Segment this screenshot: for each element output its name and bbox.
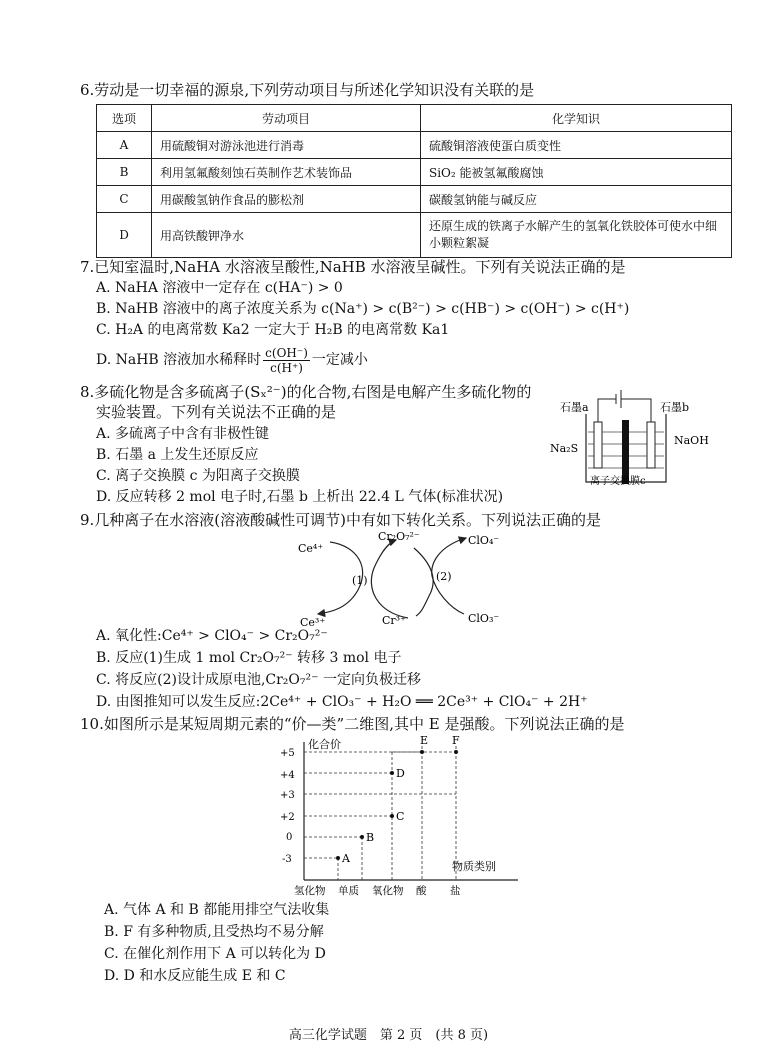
q8-option-c: C. 离子交换膜 c 为阳离子交换膜 (96, 468, 300, 484)
point-a (336, 856, 340, 860)
reaction-1-arrow-right (371, 540, 408, 618)
reaction-2-label: (2) (436, 570, 452, 583)
q6-table (96, 104, 732, 258)
point-e (420, 750, 424, 754)
q9-option-a: A. 氧化性:Ce⁴⁺ > ClO₄⁻ > Cr₂O₇²⁻ (96, 628, 328, 644)
table-cell: 碳酸氢钠能与碱反应 (421, 186, 732, 213)
y-tick: -3 (282, 854, 292, 865)
y-tick: +5 (280, 748, 295, 759)
membrane-label: 离子交换膜c (590, 476, 646, 487)
point-d (390, 771, 394, 775)
ion-conversion-diagram (290, 528, 530, 632)
point-d-label: D (396, 767, 405, 780)
x-category: 酸 (416, 885, 427, 897)
q6-stem: 6.劳动是一切幸福的源泉,下列劳动项目与所述化学知识没有关联的是 (80, 81, 535, 99)
y-tick: 0 (286, 832, 293, 843)
table-cell: 用碳酸氢钠作食品的膨松剂 (152, 186, 421, 213)
wire (598, 399, 616, 424)
q7-option-d-prefix: D. NaHB 溶液加水稀释时 (96, 352, 262, 368)
table-row (97, 186, 732, 213)
graphite-electrode-b (647, 422, 655, 468)
table-cell: C (97, 186, 152, 213)
clo3-label: ClO₃⁻ (468, 612, 500, 625)
table-row (97, 132, 732, 159)
q10-option-d: D. D 和水反应能生成 E 和 C (104, 968, 286, 984)
y-tick: +3 (280, 790, 295, 801)
y-tick: +2 (280, 812, 295, 823)
fraction-numerator: c(OH⁻) (265, 345, 308, 360)
naoh-label: NaOH (674, 434, 709, 447)
table-header-row (97, 105, 732, 132)
arrow-head (460, 538, 466, 540)
q7-option-a: A. NaHA 溶液中一定存在 c(HA⁻) > 0 (96, 280, 343, 296)
table-cell: 用硫酸铜对游泳池进行消毒 (152, 132, 421, 159)
cr2o7-label: Cr₂O₇²⁻ (378, 530, 420, 543)
electrode-b-label: 石墨b (660, 401, 690, 414)
table-header: 选项 (97, 105, 152, 132)
x-axis-label: 物质类别 (452, 860, 496, 873)
q9-option-d: D. 由图推知可以发生反应:2Ce⁴⁺ + ClO₃⁻ + H₂O ══ 2Ce³⁺ + ClO₄⁻ + 2H⁺ (96, 694, 588, 710)
q10-option-b: B. F 有多种物质,且受热均不易分解 (104, 924, 324, 940)
q7-stem: 7.已知室温时,NaHA 水溶液呈酸性,NaHB 水溶液呈碱性。下列有关说法正确的是 (80, 258, 626, 276)
q7-option-d (96, 343, 368, 377)
table-header: 化学知识 (421, 105, 732, 132)
q8-stem-line1: 8.多硫化物是含多硫离子(Sₓ²⁻)的化合物,右图是电解产生多硫化物的 (80, 383, 532, 401)
q8-option-a: A. 多硫离子中含有非极性键 (96, 426, 270, 442)
q10-stem: 10.如图所示是某短周期元素的“价—类”二维图,其中 E 是强酸。下列说法正确的是 (80, 715, 625, 733)
table-cell: 利用氢氟酸刻蚀石英制作艺术装饰品 (152, 159, 421, 186)
graphite-electrode-a (594, 422, 602, 468)
y-tick: +4 (280, 770, 295, 781)
clo4-label: ClO₄⁻ (468, 534, 500, 547)
ion-exchange-membrane (622, 420, 629, 484)
q8-option-b: B. 石墨 a 上发生还原反应 (96, 447, 259, 463)
x-category: 氢化物 (294, 885, 326, 897)
table-row (97, 159, 732, 186)
ce3-label: Ce³⁺ (300, 616, 326, 629)
q7-option-c: C. H₂A 的电离常数 Ka2 一定大于 H₂B 的电离常数 Ka1 (96, 322, 450, 338)
table-header: 劳动项目 (152, 105, 421, 132)
table-cell: 还原生成的铁离子水解产生的氢氧化铁胶体可使水中细小颗粒絮凝 (421, 213, 732, 258)
point-c (390, 814, 394, 818)
q7-option-b: B. NaHB 溶液中的离子浓度关系为 c(Na⁺) > c(B²⁻) > c(HB⁻) > c(OH⁻) > c(H⁺) (96, 301, 630, 317)
q8-option-d: D. 反应转移 2 mol 电子时,石墨 b 上析出 22.4 L 气体(标准状况) (96, 489, 504, 505)
q10-option-c: C. 在催化剂作用下 A 可以转化为 D (104, 946, 326, 962)
point-a-label: A (342, 852, 350, 865)
table-cell: D (97, 213, 152, 258)
reaction-1-label: (1) (352, 574, 368, 587)
x-category: 单质 (338, 885, 359, 897)
electrolysis-apparatus-diagram (548, 384, 728, 490)
q9-option-b: B. 反应(1)生成 1 mol Cr₂O₇²⁻ 转移 3 mol 电子 (96, 650, 402, 666)
page-footer: 高三化学试题 第 2 页 (共 8 页) (288, 1028, 489, 1043)
table-row (97, 213, 732, 258)
table-cell: SiO₂ 能被氢氟酸腐蚀 (421, 159, 732, 186)
valence-class-chart (272, 734, 532, 900)
reaction-2-arrow-left (414, 548, 433, 616)
table-cell: 用高铁酸钾净水 (152, 213, 421, 258)
na2s-label: Na₂S (550, 442, 579, 455)
q10-option-a: A. 气体 A 和 B 都能用排空气法收集 (104, 902, 330, 918)
x-category: 氧化物 (372, 885, 404, 897)
point-b (360, 835, 364, 839)
x-category: 盐 (450, 885, 461, 897)
q9-stem: 9.几种离子在水溶液(溶液酸碱性可调节)中有如下转化关系。下列说法正确的是 (80, 511, 602, 529)
fraction-denominator: c(H⁺) (270, 360, 303, 375)
table-cell: B (97, 159, 152, 186)
electrode-a-label: 石墨a (560, 401, 589, 414)
table-cell: A (97, 132, 152, 159)
point-f (454, 750, 458, 754)
point-b-label: B (366, 831, 375, 844)
point-e-label: E (420, 734, 429, 747)
q7-fraction (263, 346, 310, 375)
q9-option-c: C. 将反应(2)设计成原电池,Cr₂O₇²⁻ 一定向负极迁移 (96, 672, 421, 688)
ce4-label: Ce⁴⁺ (298, 542, 324, 555)
q8-stem-line2: 实验装置。下列有关说法不正确的是 (96, 403, 337, 421)
q7-option-d-suffix: 一定减小 (311, 352, 368, 368)
table-cell: 硫酸铜溶液使蛋白质变性 (421, 132, 732, 159)
point-f-label: F (452, 734, 460, 747)
cr3-label: Cr³⁺ (382, 614, 406, 627)
y-axis-label: 化合价 (308, 738, 341, 751)
point-c-label: C (396, 810, 405, 823)
chart-guides (304, 746, 456, 880)
